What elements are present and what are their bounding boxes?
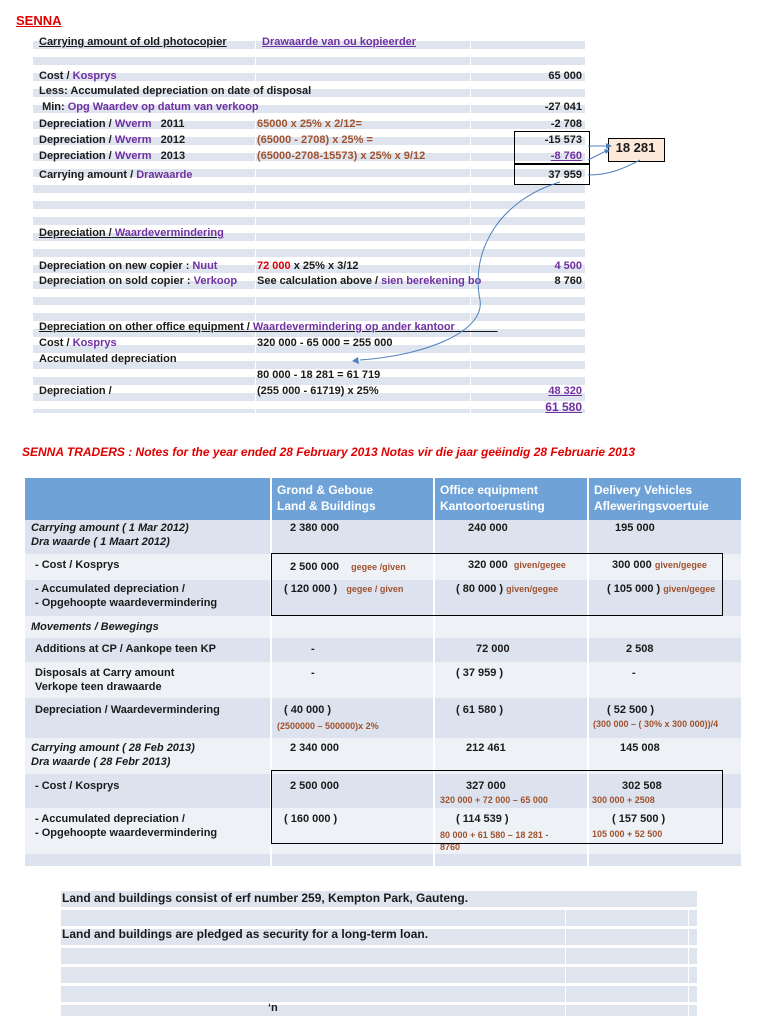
sold-copier-value: 8 760: [554, 275, 582, 287]
dep-row-value: -15 573: [544, 134, 582, 146]
carry-close-label: Carrying amount ( 28 Feb 2013) Dra waarde ( 28 Febr 2013): [31, 742, 195, 768]
movements-label: Movements / Bewegings: [31, 621, 159, 633]
cost2-row-note: 320 000 + 72 000 – 65 000: [440, 795, 548, 805]
cost-value: 65 000: [548, 70, 582, 82]
heading: SENNA: [16, 13, 62, 28]
dep-row-calc: (65000 - 2708) x 25% =: [257, 134, 373, 146]
dep-row-calc: (65000-2708-15573) x 25% x 9/12: [257, 150, 426, 162]
disposals-value: ( 37 959 ): [456, 667, 504, 679]
dep-row-value: -8 760: [550, 150, 582, 162]
connector-arrows: [0, 0, 768, 420]
cost2-row-value: 302 508: [622, 780, 662, 792]
cost-row-value: 2 500 000 gegee /given: [290, 561, 406, 573]
accum2-row-value: ( 160 000 ): [284, 813, 338, 825]
accum-row-label: - Accumulated depreciation / - Opgehoopte waardevermindering: [35, 583, 218, 609]
carry-close-value: 145 008: [620, 742, 660, 754]
depreciation-row-note: (300 000 – ( 30% x 300 000))/4: [593, 719, 719, 729]
sold-copier-calc: See calculation above / sien berekening bo: [257, 275, 482, 287]
carry-close-value: 212 461: [466, 742, 506, 754]
additions-value: 2 508: [626, 643, 654, 655]
footer-sheet-background: [61, 888, 697, 1016]
other-equipment-title: Depreciation on other office equipment / Waardevermindering op ander kantoor: [39, 321, 455, 333]
carry-open-value: 195 000: [615, 522, 655, 534]
other-accum-label: Accumulated depreciation: [39, 353, 177, 365]
cost2-row-note: 300 000 + 2508: [592, 795, 655, 805]
carrying-value: 37 959: [548, 169, 582, 181]
grid-divider: [688, 908, 689, 1016]
depreciation-row-label: Depreciation / Waardevermindering: [35, 704, 220, 716]
new-copier-calc: 72 000 x 25% x 3/12: [257, 260, 359, 272]
depreciation-row-value: ( 52 500 ): [607, 704, 655, 716]
accum2-row-note: 80 000 + 61 580 – 18 281 -: [440, 830, 549, 840]
dep-row-label: Depreciation / Wverm 2013: [39, 150, 186, 162]
footer-line-2: Land and buildings are pledged as security for a long-term loan.: [62, 927, 429, 941]
cost-row-value: 320 000 given/gegee: [468, 559, 566, 571]
other-dep-calc: (255 000 - 61719) x 25%: [257, 385, 379, 397]
footer-mark: ‘n: [268, 1002, 278, 1014]
carry-open-label: Carrying amount ( 1 Mar 2012) Dra waarde ( 1 Maart 2012): [31, 522, 189, 548]
dep-row-label: Depreciation / Wverm 2012: [39, 134, 186, 146]
accum2-row-value: ( 114 539 ): [456, 813, 509, 825]
accum2-row-label: - Accumulated depreciation / - Opgehoopte waardevermindering: [35, 813, 218, 839]
header-office-equipment: Office equipment Kantoortoerusting: [440, 483, 545, 513]
dep-row-label: Depreciation / Wverm 2011: [39, 118, 185, 130]
cost-row-value: 300 000 given/gegee: [612, 559, 707, 571]
dep-row-value: -2 708: [550, 118, 582, 130]
closing-balance-box: [271, 770, 723, 844]
other-cost-calc: 320 000 - 65 000 = 255 000: [257, 337, 393, 349]
cost2-row-value: 327 000: [466, 780, 506, 792]
depreciation-row-value: ( 40 000 ): [284, 704, 332, 716]
depreciation-row-value: ( 61 580 ): [456, 704, 504, 716]
accum-row-value: ( 120 000 ) gegee / given: [284, 583, 404, 595]
carry-open-value: 2 380 000: [290, 522, 339, 534]
depreciation-title: Depreciation / Waardevermindering: [39, 227, 224, 239]
additions-value: -: [311, 643, 315, 655]
accum-row-value: ( 105 000 ) given/gegee: [607, 583, 716, 595]
cost-row-label: - Cost / Kosprys: [35, 559, 120, 571]
accum2-row-note: 8760: [440, 842, 461, 852]
row-bg: [25, 854, 741, 866]
sum-box-value: 18 281: [615, 140, 656, 155]
header-delivery-vehicles: Delivery Vehicles Afleweringsvoertuie: [594, 483, 709, 513]
accum-row-value: ( 80 000 ) given/gegee: [456, 583, 559, 595]
accum2-row-value: ( 157 500 ): [612, 813, 666, 825]
cost2-row-label: - Cost / Kosprys: [35, 780, 120, 792]
cost-label: Cost / Kosprys: [39, 70, 117, 82]
additions-value: 72 000: [476, 643, 510, 655]
min-label: Min: Opg Waardev op datum van verkoop: [42, 101, 259, 113]
carry-close-value: 2 340 000: [290, 742, 339, 754]
opening-balance-box: [271, 553, 723, 616]
notes-title: SENNA TRADERS : Notes for the year ended 28 February 2013 Notas vir die jaar geëindig 28 Februarie 2013: [22, 445, 636, 459]
other-dep-value: 48 320: [548, 385, 582, 397]
carry-open-value: 240 000: [468, 522, 508, 534]
accum2-row-note: 105 000 + 52 500: [592, 829, 663, 839]
depreciation-row-note: (2500000 – 500000)x 2%: [277, 721, 379, 731]
grid-divider: [565, 908, 566, 1016]
disposals-label: Disposals at Carry amount Verkope teen drawaarde: [35, 667, 175, 693]
depreciation-total: 61 580: [545, 400, 582, 414]
other-accum-calc: 80 000 - 18 281 = 61 719: [257, 369, 381, 381]
header-land-buildings: Grond & Geboue Land & Buildings: [277, 483, 376, 513]
disposals-value: -: [632, 667, 636, 679]
other-dep-label: Depreciation /: [39, 385, 112, 397]
dep-row-calc: 65000 x 25% x 2/12=: [257, 118, 362, 130]
footer-line-1: Land and buildings consist of erf number 259, Kempton Park, Gauteng.: [62, 891, 469, 905]
new-copier-value: 4 500: [554, 260, 582, 272]
carrying-label: Carrying amount / Drawaarde: [39, 169, 193, 181]
additions-label: Additions at CP / Aankope teen KP: [35, 643, 216, 655]
disposals-value: -: [311, 667, 315, 679]
less-label: Less: Accumulated depreciation on date of disposal: [39, 85, 312, 97]
cost2-row-value: 2 500 000: [290, 780, 339, 792]
old-copier-title: Carrying amount of old photocopier: [39, 36, 227, 48]
min-value: -27 041: [544, 101, 582, 113]
other-cost-label: Cost / Kosprys: [39, 337, 117, 349]
old-copier-title-af: Drawaarde van ou kopieerder: [262, 36, 417, 48]
new-copier-label: Depreciation on new copier : Nuut: [39, 260, 218, 272]
sold-copier-label: Depreciation on sold copier : Verkoop: [39, 275, 238, 287]
